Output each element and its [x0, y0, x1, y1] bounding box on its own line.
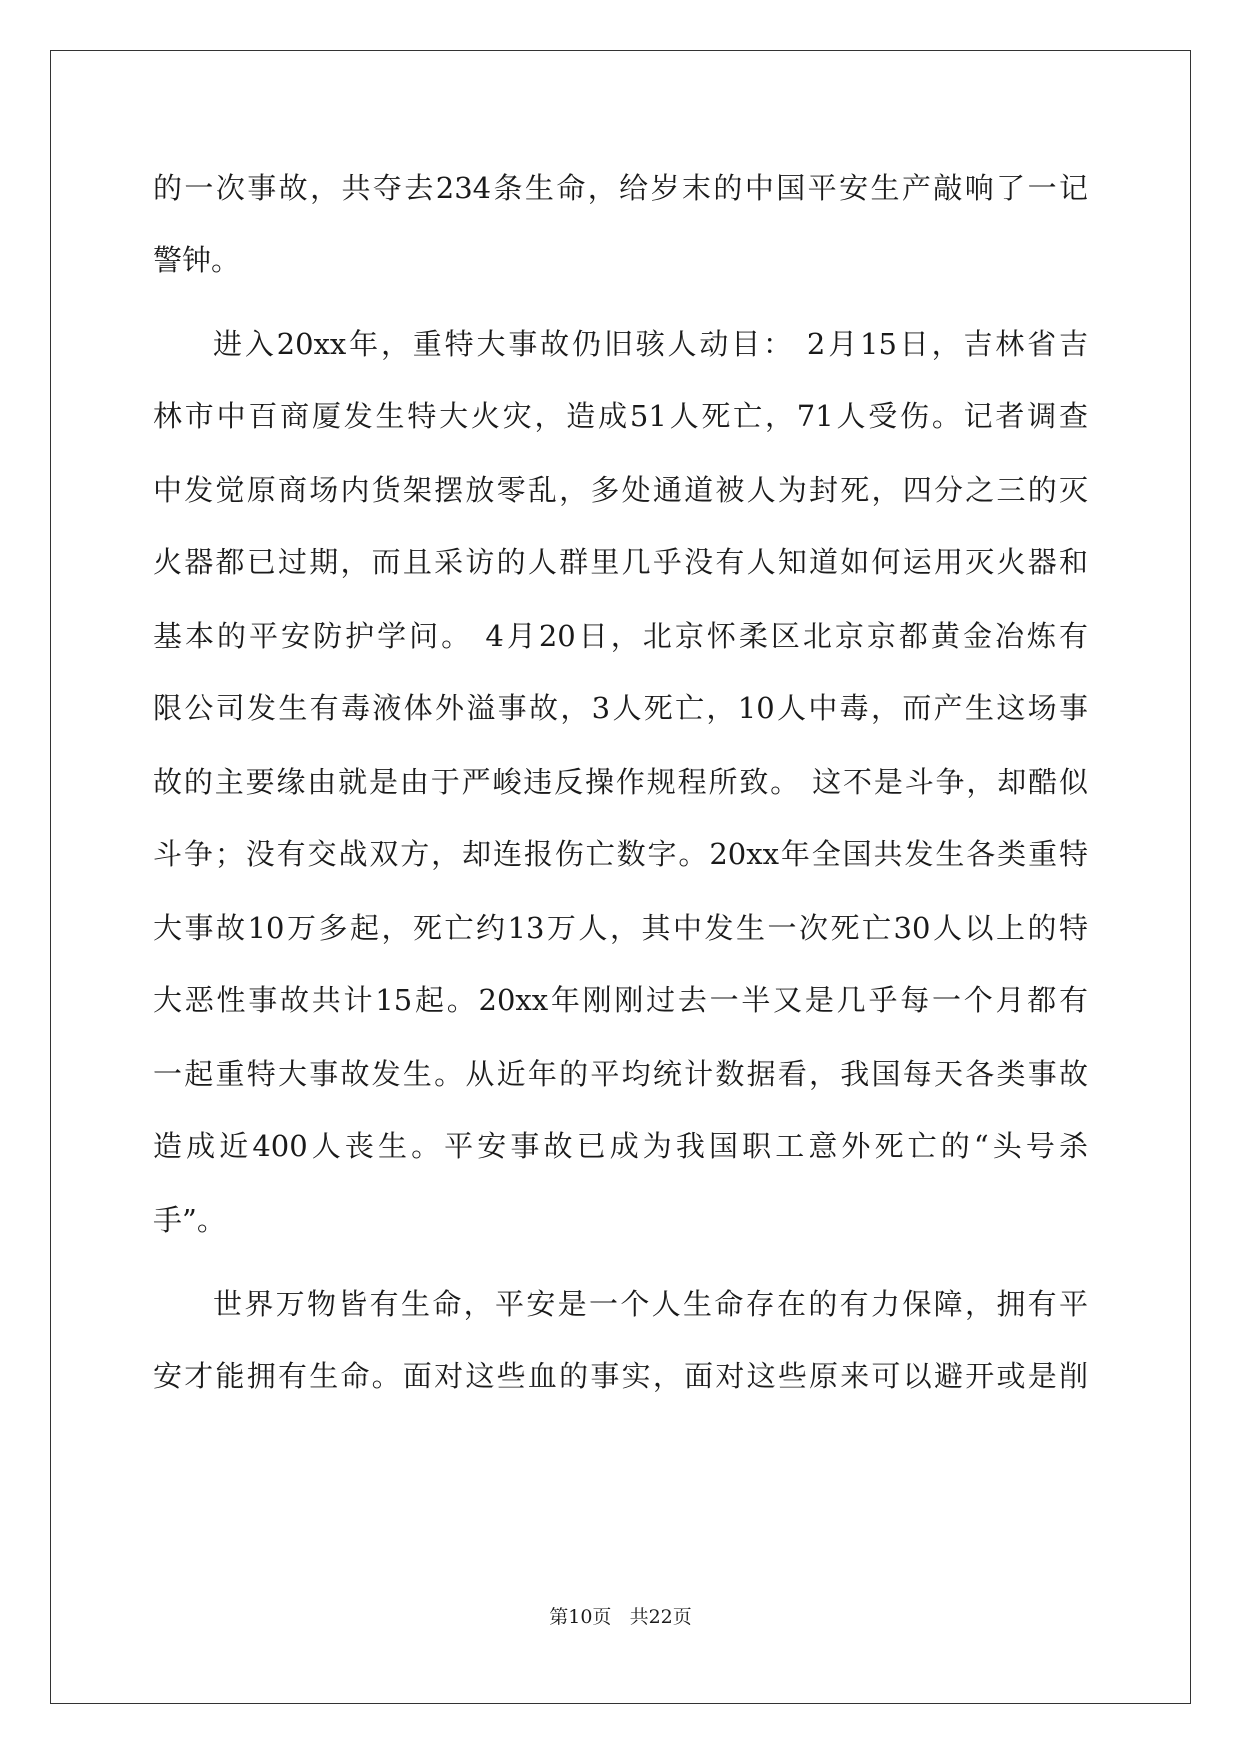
paragraph-line: 进入20xx年，重特大事故仍旧骇人动目： 2月15日，吉林省吉 [213, 327, 1088, 361]
page-total: 共22页 [629, 1606, 692, 1628]
paragraph-line: 基本的平安防护学问。 4月20日，北京怀柔区北京京都黄金冶炼有 [153, 619, 1088, 653]
paragraph-line: 中发觉原商场内货架摆放零乱，多处通道被人为封死，四分之三的灭 [153, 473, 1088, 507]
paragraph-line: 的一次事故，共夺去234条生命，给岁末的中国平安生产敲响了一记 [153, 171, 1088, 205]
page-border [50, 50, 1191, 1704]
paragraph-line: 火器都已过期，而且采访的人群里几乎没有人知道如何运用灭火器和 [153, 545, 1088, 579]
paragraph-line: 大事故10万多起，死亡约13万人，其中发生一次死亡30人以上的特 [153, 911, 1088, 945]
page-footer [0, 1604, 1241, 1630]
paragraph-line: 大恶性事故共计15起。20xx年刚刚过去一半又是几乎每一个月都有 [153, 983, 1088, 1017]
paragraph-line: 安才能拥有生命。面对这些血的事实，面对这些原来可以避开或是削 [153, 1359, 1088, 1393]
paragraph-line: 世界万物皆有生命，平安是一个人生命存在的有力保障，拥有平 [213, 1287, 1088, 1321]
paragraph-line: 斗争；没有交战双方，却连报伤亡数字。20xx年全国共发生各类重特 [153, 837, 1088, 871]
paragraph-line: 一起重特大事故发生。从近年的平均统计数据看，我国每天各类事故 [153, 1057, 1088, 1091]
paragraph-line: 警钟。 [153, 243, 241, 277]
paragraph-line: 手”。 [153, 1203, 226, 1237]
paragraph-line: 造成近400人丧生。平安事故已成为我国职工意外死亡的“头号杀 [153, 1129, 1088, 1163]
paragraph-line: 故的主要缘由就是由于严峻违反操作规程所致。 这不是斗争，却酷似 [153, 765, 1088, 799]
paragraph-line: 林市中百商厦发生特大火灾，造成51人死亡，71人受伤。记者调查 [153, 399, 1088, 433]
page-number: 第10页 [549, 1606, 612, 1628]
paragraph-line: 限公司发生有毒液体外溢事故，3人死亡，10人中毒，而产生这场事 [153, 691, 1088, 725]
